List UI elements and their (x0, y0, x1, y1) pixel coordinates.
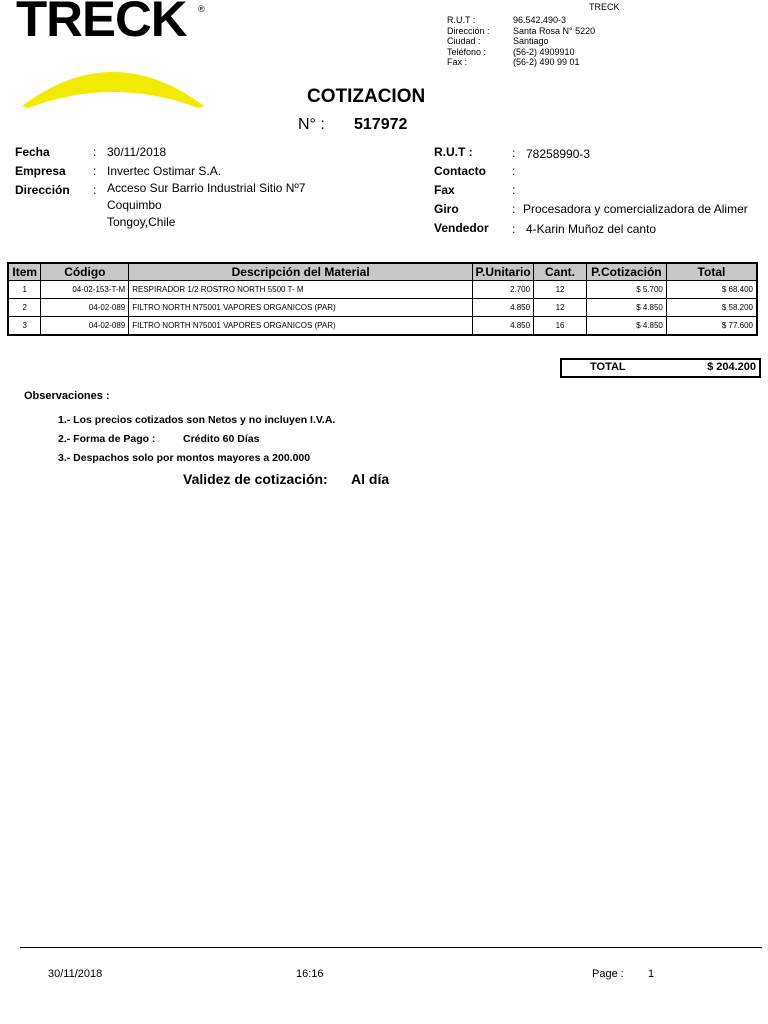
vendedor-colon: : (512, 222, 516, 236)
table-row (8, 299, 757, 317)
cell-codigo: 04-02-089 (41, 299, 129, 317)
col-header-total: Total (666, 263, 757, 281)
cell-unitario: 2.700 (473, 281, 534, 299)
cell-total: $ 58.200 (666, 299, 757, 317)
quote-number-label: N° : (298, 116, 325, 133)
cell-codigo: 04-02-153-T-M (41, 281, 129, 299)
giro-value: Procesadora y comercializadora de Alimer (523, 202, 748, 216)
fax-colon: : (512, 183, 516, 197)
cell-codigo: 04-02-089 (41, 317, 129, 336)
cell-cant: 12 (534, 299, 587, 317)
cell-unitario: 4.850 (473, 299, 534, 317)
cell-total: $ 77.600 (666, 317, 757, 336)
observaciones-heading: Observaciones : (24, 390, 110, 402)
logo-arch-graphic (18, 50, 208, 112)
quote-number: 517972 (354, 116, 408, 133)
items-table (7, 262, 758, 336)
vendedor-label: Vendedor (434, 221, 489, 235)
col-header-cotizacion: P.Cotización (586, 263, 666, 281)
validez-label: Validez de cotización: (183, 471, 328, 487)
company-rut-label: R.U.T : (447, 15, 476, 25)
company-rut-row (447, 15, 595, 26)
observacion-3: 3.- Despachos solo por montos mayores a 200.000 (58, 452, 311, 464)
observacion-2-value: Crédito 60 Días (183, 433, 260, 445)
col-header-descripcion: Descripción del Material (129, 263, 473, 281)
footer-divider (20, 947, 762, 948)
validez-value: Al día (351, 471, 390, 487)
rut-colon: : (512, 146, 516, 160)
company-address-label: Dirección : (447, 25, 490, 36)
direccion-value (107, 180, 305, 231)
footer-date: 30/11/2018 (48, 968, 103, 980)
company-name: TRECK (589, 2, 620, 12)
giro-colon: : (512, 202, 516, 216)
fax-label: Fax (434, 183, 455, 197)
cell-unitario: 4.850 (473, 317, 534, 336)
cell-descripcion: RESPIRADOR 1/2 ROSTRO NORTH 5500 T- M (129, 281, 473, 299)
fecha-label: Fecha (15, 145, 50, 159)
company-info (447, 15, 595, 68)
col-header-item: Item (8, 263, 41, 281)
total-label: TOTAL (590, 361, 626, 373)
footer-time: 16:16 (296, 968, 324, 980)
cell-descripcion: FILTRO NORTH N75001 VAPORES ORGANICOS (PAR) (129, 317, 473, 336)
cell-item: 1 (8, 281, 41, 299)
cell-item: 3 (8, 317, 41, 336)
direccion-line-2: Coquimbo (107, 198, 162, 212)
total-box (560, 358, 761, 378)
direccion-line-3: Tongoy,Chile (107, 215, 176, 229)
company-phone-value: (56-2) 4909910 (513, 46, 575, 57)
registered-mark: ® (198, 4, 205, 14)
fecha-colon: : (93, 145, 97, 159)
direccion-label: Dirección (15, 183, 70, 197)
company-city-value: Santiago (513, 36, 549, 46)
company-phone-row (447, 47, 595, 58)
company-fax-value: (56-2) 490 99 01 (513, 57, 580, 67)
contacto-label: Contacto (434, 164, 486, 178)
cell-total: $ 68.400 (666, 281, 757, 299)
fecha-value: 30/11/2018 (107, 145, 167, 159)
giro-label: Giro (434, 202, 459, 216)
company-fax-label: Fax : (447, 57, 468, 67)
company-rut-value: 96.542.490-3 (513, 15, 567, 25)
company-address-value: Santa Rosa N° 5220 (513, 25, 596, 36)
footer-page-label: Page : (592, 968, 624, 980)
col-header-codigo: Código (41, 263, 129, 281)
cell-cotizacion: $ 4.850 (586, 317, 666, 336)
rut-label: R.U.T : (434, 145, 473, 159)
cell-descripcion: FILTRO NORTH N75001 VAPORES ORGANICOS (PAR) (129, 299, 473, 317)
cell-cant: 16 (534, 317, 587, 336)
document-title: COTIZACION (307, 86, 426, 107)
observacion-1: 1.- Los precios cotizados son Netos y no incluyen I.V.A. (58, 414, 336, 426)
company-address-row (447, 26, 595, 37)
empresa-label: Empresa (15, 164, 66, 178)
vendedor-value: 4-Karin Muñoz del canto (526, 222, 657, 236)
table-row (8, 317, 757, 336)
footer-page-number: 1 (648, 968, 655, 980)
col-header-unitario: P.Unitario (473, 263, 534, 281)
col-header-cant: Cant. (534, 263, 587, 281)
direccion-colon: : (93, 183, 97, 197)
contacto-colon: : (512, 164, 516, 178)
company-logo: TRECK (16, 0, 187, 47)
direccion-line-1: Acceso Sur Barrio Industrial Sitio Nº7 (107, 181, 306, 195)
cell-cotizacion: $ 4.850 (586, 299, 666, 317)
rut-value: 78258990-3 (526, 147, 591, 161)
company-fax-row (447, 57, 595, 68)
table-header-row (8, 263, 757, 281)
table-row (8, 281, 757, 299)
company-city-row (447, 36, 595, 47)
company-city-label: Ciudad : (447, 36, 481, 46)
company-phone-label: Teléfono : (447, 46, 487, 57)
empresa-colon: : (93, 164, 97, 178)
total-value: $ 204.200 (707, 361, 756, 373)
empresa-value: Invertec Ostimar S.A. (107, 164, 222, 178)
observacion-2-label: 2.- Forma de Pago : (58, 433, 156, 445)
cell-item: 2 (8, 299, 41, 317)
cell-cant: 12 (534, 281, 587, 299)
cell-cotizacion: $ 5.700 (586, 281, 666, 299)
